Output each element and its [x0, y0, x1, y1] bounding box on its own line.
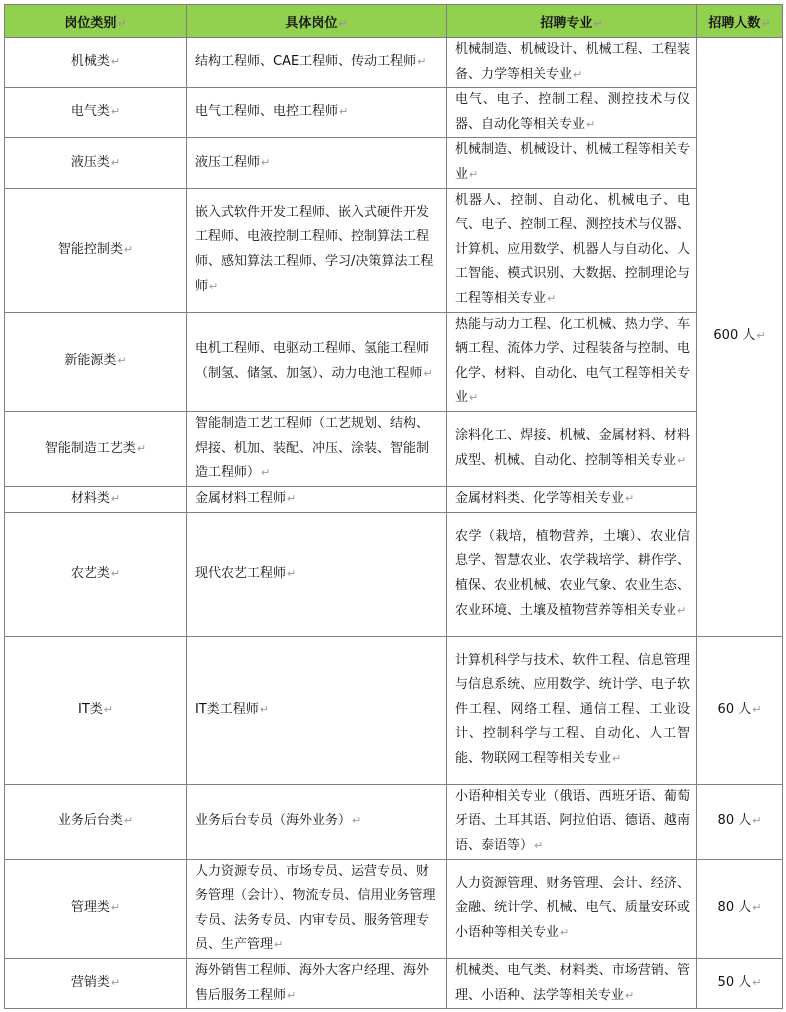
header-major: 招聘专业↵	[447, 5, 697, 38]
major-cell: 机器人、控制、自动化、机械电子、电气、电子、控制工程、测控技术与仪器、计算机、应用数学、机器人与自动化、人工智能、模式识别、大数据、控制理论与工程等相关专业↵	[447, 188, 697, 312]
table-row	[5, 188, 783, 312]
major-cell: 金属材料类、化学等相关专业↵	[447, 486, 697, 512]
table-row	[5, 38, 783, 88]
major-cell: 人力资源管理、财务管理、会计、经济、金融、统计学、机械、电气、质量安环或小语种等相关专业↵	[447, 859, 697, 958]
category-cell: 农艺类↵	[5, 512, 187, 636]
category-cell: 材料类↵	[5, 486, 187, 512]
header-position: 具体岗位↵	[187, 5, 447, 38]
table-row	[5, 784, 783, 859]
position-cell: 智能制造工艺工程师（工艺规划、结构、焊接、机加、装配、冲压、涂装、智能制造工程师）↵	[187, 411, 447, 486]
table-row	[5, 486, 783, 512]
category-cell: 业务后台类↵	[5, 784, 187, 859]
table-row	[5, 636, 783, 784]
category-cell: 电气类↵	[5, 88, 187, 138]
position-cell: IT类工程师↵	[187, 636, 447, 784]
major-cell: 电气、电子、控制工程、测控技术与仪器、自动化等相关专业↵	[447, 88, 697, 138]
table-row	[5, 138, 783, 188]
major-cell: 机械制造、机械设计、机械工程、工程装备、力学等相关专业↵	[447, 38, 697, 88]
major-cell: 机械制造、机械设计、机械工程等相关专业↵	[447, 138, 697, 188]
position-cell: 电气工程师、电控工程师↵	[187, 88, 447, 138]
table-row	[5, 411, 783, 486]
position-cell: 电机工程师、电驱动工程师、氢能工程师（制氢、储氢、加氢）、动力电池工程师↵	[187, 312, 447, 411]
position-cell: 业务后台专员（海外业务）↵	[187, 784, 447, 859]
table-row	[5, 958, 783, 1008]
category-cell: 营销类↵	[5, 958, 187, 1008]
position-cell: 金属材料工程师↵	[187, 486, 447, 512]
headcount-cell: 80 人↵	[697, 859, 783, 958]
major-cell: 热能与动力工程、化工机械、热力学、车辆工程、流体力学、过程装备与控制、电化学、材料、自动化、电气工程等相关专业↵	[447, 312, 697, 411]
major-cell: 涂料化工、焊接、机械、金属材料、材料成型、机械、自动化、控制等相关专业↵	[447, 411, 697, 486]
position-cell: 现代农艺工程师↵	[187, 512, 447, 636]
category-cell: 智能控制类↵	[5, 188, 187, 312]
table-row	[5, 859, 783, 958]
headcount-cell: 50 人↵	[697, 958, 783, 1008]
major-cell: 机械类、电气类、材料类、市场营销、管理、小语种、法学等相关专业↵	[447, 958, 697, 1008]
recruitment-table	[4, 4, 783, 1009]
position-cell: 液压工程师↵	[187, 138, 447, 188]
category-cell: IT类↵	[5, 636, 187, 784]
header-category: 岗位类别↵	[5, 5, 187, 38]
position-cell: 嵌入式软件开发工程师、嵌入式硬件开发工程师、电液控制工程师、控制算法工程师、感知算法工程师、学习/决策算法工程师↵	[187, 188, 447, 312]
category-cell: 机械类↵	[5, 38, 187, 88]
headcount-cell: 80 人↵	[697, 784, 783, 859]
position-cell: 人力资源专员、市场专员、运营专员、财务管理（会计）、物流专员、信用业务管理专员、法务专员、内审专员、服务管理专员、生产管理↵	[187, 859, 447, 958]
headcount-cell: 60 人↵	[697, 636, 783, 784]
category-cell: 液压类↵	[5, 138, 187, 188]
table-row	[5, 312, 783, 411]
header-headcount: 招聘人数↵	[697, 5, 783, 38]
major-cell: 农学（栽培，植物营养，土壤）、农业信息学、智慧农业、农学栽培学、耕作学、植保、农业机械、农业气象、农业生态、农业环境、土壤及植物营养等相关专业↵	[447, 512, 697, 636]
position-cell: 海外销售工程师、海外大客户经理、海外售后服务工程师↵	[187, 958, 447, 1008]
major-cell: 计算机科学与技术、软件工程、信息管理与信息系统、应用数学、统计学、电子软件工程、网络工程、通信工程、工业设计、控制科学与工程、自动化、人工智能、物联网工程等相关专业↵	[447, 636, 697, 784]
table-row	[5, 512, 783, 636]
category-cell: 新能源类↵	[5, 312, 187, 411]
major-cell: 小语种相关专业（俄语、西班牙语、葡萄牙语、土耳其语、阿拉伯语、德语、越南语、泰语等）↵	[447, 784, 697, 859]
headcount-cell: 600 人↵	[697, 38, 783, 637]
position-cell: 结构工程师、CAE工程师、传动工程师↵	[187, 38, 447, 88]
table-row	[5, 88, 783, 138]
category-cell: 管理类↵	[5, 859, 187, 958]
category-cell: 智能制造工艺类↵	[5, 411, 187, 486]
header-row	[5, 5, 783, 38]
